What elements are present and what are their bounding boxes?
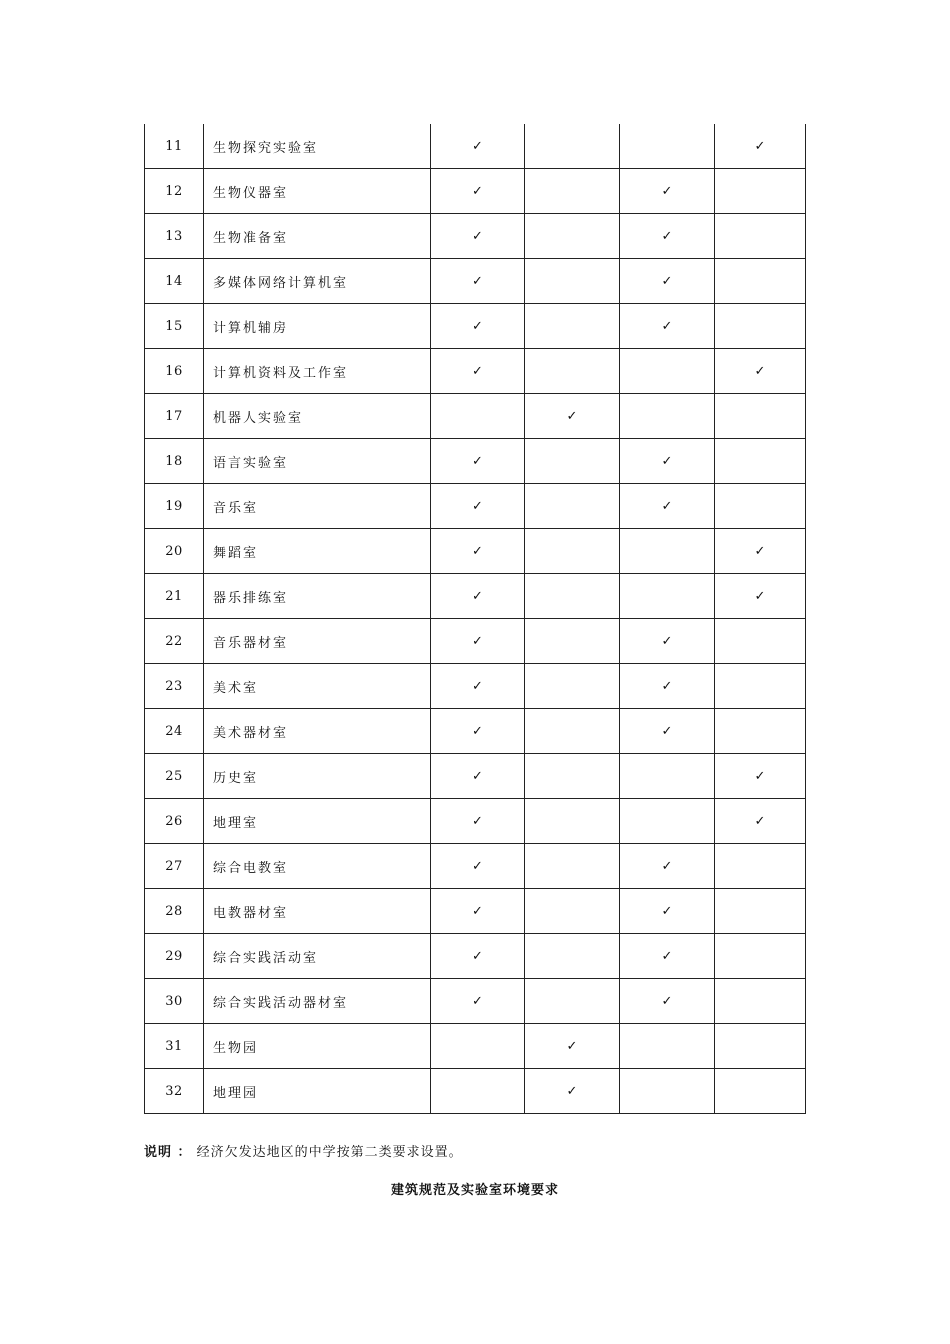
empty-cell (715, 979, 806, 1024)
check-mark-icon: ✓ (431, 754, 525, 799)
empty-cell (525, 754, 620, 799)
row-number: 28 (145, 889, 204, 934)
table-row (145, 124, 806, 169)
check-mark-icon: ✓ (620, 709, 715, 754)
empty-cell (525, 259, 620, 304)
empty-cell (525, 799, 620, 844)
check-mark-icon: ✓ (620, 934, 715, 979)
table-row (145, 709, 806, 754)
check-mark-icon: ✓ (620, 889, 715, 934)
check-mark-icon: ✓ (715, 799, 806, 844)
row-number: 23 (145, 664, 204, 709)
table-row (145, 439, 806, 484)
empty-cell (715, 889, 806, 934)
check-mark-icon: ✓ (431, 979, 525, 1024)
table-row (145, 799, 806, 844)
table-row (145, 1069, 806, 1114)
check-mark-icon: ✓ (431, 214, 525, 259)
row-number: 26 (145, 799, 204, 844)
table-row (145, 169, 806, 214)
check-mark-icon: ✓ (620, 169, 715, 214)
empty-cell (525, 439, 620, 484)
empty-cell (620, 754, 715, 799)
check-mark-icon: ✓ (715, 529, 806, 574)
check-mark-icon: ✓ (431, 889, 525, 934)
check-mark-icon: ✓ (620, 664, 715, 709)
section-heading: 建筑规范及实验室环境要求 (390, 1183, 559, 1198)
row-number: 13 (145, 214, 204, 259)
row-number: 14 (145, 259, 204, 304)
empty-cell (525, 934, 620, 979)
empty-cell (715, 394, 806, 439)
room-name: 综合实践活动室 (204, 934, 431, 979)
table-row (145, 1024, 806, 1069)
row-number: 20 (145, 529, 204, 574)
row-number: 31 (145, 1024, 204, 1069)
room-name: 生物仪器室 (204, 169, 431, 214)
check-mark-icon: ✓ (715, 124, 806, 169)
room-name: 美术器材室 (204, 709, 431, 754)
row-number: 22 (145, 619, 204, 664)
empty-cell (525, 529, 620, 574)
check-mark-icon: ✓ (431, 709, 525, 754)
room-name: 计算机资料及工作室 (204, 349, 431, 394)
empty-cell (525, 349, 620, 394)
row-number: 19 (145, 484, 204, 529)
check-mark-icon: ✓ (431, 574, 525, 619)
table-row (145, 349, 806, 394)
room-name: 综合实践活动器材室 (204, 979, 431, 1024)
empty-cell (715, 439, 806, 484)
check-mark-icon: ✓ (431, 529, 525, 574)
table-row (145, 214, 806, 259)
table-row (145, 394, 806, 439)
room-name: 美术室 (204, 664, 431, 709)
check-mark-icon: ✓ (620, 214, 715, 259)
check-mark-icon: ✓ (431, 124, 525, 169)
row-number: 21 (145, 574, 204, 619)
empty-cell (715, 259, 806, 304)
row-number: 25 (145, 754, 204, 799)
check-mark-icon: ✓ (431, 484, 525, 529)
row-number: 32 (145, 1069, 204, 1114)
check-mark-icon: ✓ (715, 574, 806, 619)
row-number: 24 (145, 709, 204, 754)
empty-cell (620, 1069, 715, 1114)
room-name: 综合电教室 (204, 844, 431, 889)
empty-cell (431, 1069, 525, 1114)
row-number: 12 (145, 169, 204, 214)
room-name: 生物准备室 (204, 214, 431, 259)
empty-cell (620, 574, 715, 619)
check-mark-icon: ✓ (525, 1069, 620, 1114)
room-name: 生物园 (204, 1024, 431, 1069)
check-mark-icon: ✓ (431, 664, 525, 709)
table-row (145, 304, 806, 349)
table-row (145, 934, 806, 979)
row-number: 15 (145, 304, 204, 349)
table-row (145, 889, 806, 934)
room-requirements-table (144, 124, 806, 1114)
check-mark-icon: ✓ (431, 844, 525, 889)
check-mark-icon: ✓ (620, 979, 715, 1024)
room-name: 音乐器材室 (204, 619, 431, 664)
table-body (145, 124, 806, 1114)
empty-cell (715, 619, 806, 664)
row-number: 16 (145, 349, 204, 394)
check-mark-icon: ✓ (525, 1024, 620, 1069)
empty-cell (525, 214, 620, 259)
empty-cell (620, 529, 715, 574)
empty-cell (715, 1069, 806, 1114)
empty-cell (715, 709, 806, 754)
table-row (145, 484, 806, 529)
empty-cell (431, 394, 525, 439)
footnote (144, 1141, 463, 1160)
empty-cell (525, 979, 620, 1024)
footnote-label: 说明 ： (144, 1145, 192, 1160)
empty-cell (715, 169, 806, 214)
room-name: 历史室 (204, 754, 431, 799)
room-name: 舞蹈室 (204, 529, 431, 574)
room-name: 地理室 (204, 799, 431, 844)
row-number: 30 (145, 979, 204, 1024)
empty-cell (525, 889, 620, 934)
table-row (145, 754, 806, 799)
check-mark-icon: ✓ (620, 844, 715, 889)
check-mark-icon: ✓ (431, 799, 525, 844)
empty-cell (525, 709, 620, 754)
room-name: 电教器材室 (204, 889, 431, 934)
empty-cell (715, 1024, 806, 1069)
room-name: 多媒体网络计算机室 (204, 259, 431, 304)
check-mark-icon: ✓ (431, 619, 525, 664)
empty-cell (525, 619, 620, 664)
empty-cell (620, 394, 715, 439)
table-row (145, 619, 806, 664)
empty-cell (431, 1024, 525, 1069)
empty-cell (525, 574, 620, 619)
table-row (145, 664, 806, 709)
empty-cell (715, 214, 806, 259)
table-row (145, 979, 806, 1024)
table-row (145, 259, 806, 304)
empty-cell (525, 304, 620, 349)
check-mark-icon: ✓ (525, 394, 620, 439)
row-number: 27 (145, 844, 204, 889)
empty-cell (525, 664, 620, 709)
room-name: 地理园 (204, 1069, 431, 1114)
check-mark-icon: ✓ (715, 754, 806, 799)
row-number: 17 (145, 394, 204, 439)
empty-cell (525, 484, 620, 529)
check-mark-icon: ✓ (431, 934, 525, 979)
check-mark-icon: ✓ (620, 619, 715, 664)
empty-cell (525, 124, 620, 169)
row-number: 11 (145, 124, 204, 169)
check-mark-icon: ✓ (620, 259, 715, 304)
check-mark-icon: ✓ (431, 439, 525, 484)
empty-cell (715, 304, 806, 349)
empty-cell (620, 124, 715, 169)
room-name: 机器人实验室 (204, 394, 431, 439)
empty-cell (620, 1024, 715, 1069)
room-name: 计算机辅房 (204, 304, 431, 349)
empty-cell (715, 664, 806, 709)
empty-cell (715, 934, 806, 979)
empty-cell (620, 349, 715, 394)
table-row (145, 529, 806, 574)
empty-cell (620, 799, 715, 844)
check-mark-icon: ✓ (620, 484, 715, 529)
check-mark-icon: ✓ (431, 169, 525, 214)
room-name: 音乐室 (204, 484, 431, 529)
check-mark-icon: ✓ (431, 304, 525, 349)
empty-cell (525, 169, 620, 214)
row-number: 29 (145, 934, 204, 979)
check-mark-icon: ✓ (620, 439, 715, 484)
check-mark-icon: ✓ (431, 259, 525, 304)
empty-cell (715, 484, 806, 529)
footnote-text: 经济欠发达地区的中学按第二类要求设置。 (196, 1145, 463, 1160)
room-name: 器乐排练室 (204, 574, 431, 619)
check-mark-icon: ✓ (431, 349, 525, 394)
room-name: 语言实验室 (204, 439, 431, 484)
table-row (145, 844, 806, 889)
empty-cell (525, 844, 620, 889)
empty-cell (715, 844, 806, 889)
row-number: 18 (145, 439, 204, 484)
check-mark-icon: ✓ (715, 349, 806, 394)
check-mark-icon: ✓ (620, 304, 715, 349)
room-name: 生物探究实验室 (204, 124, 431, 169)
table-row (145, 574, 806, 619)
